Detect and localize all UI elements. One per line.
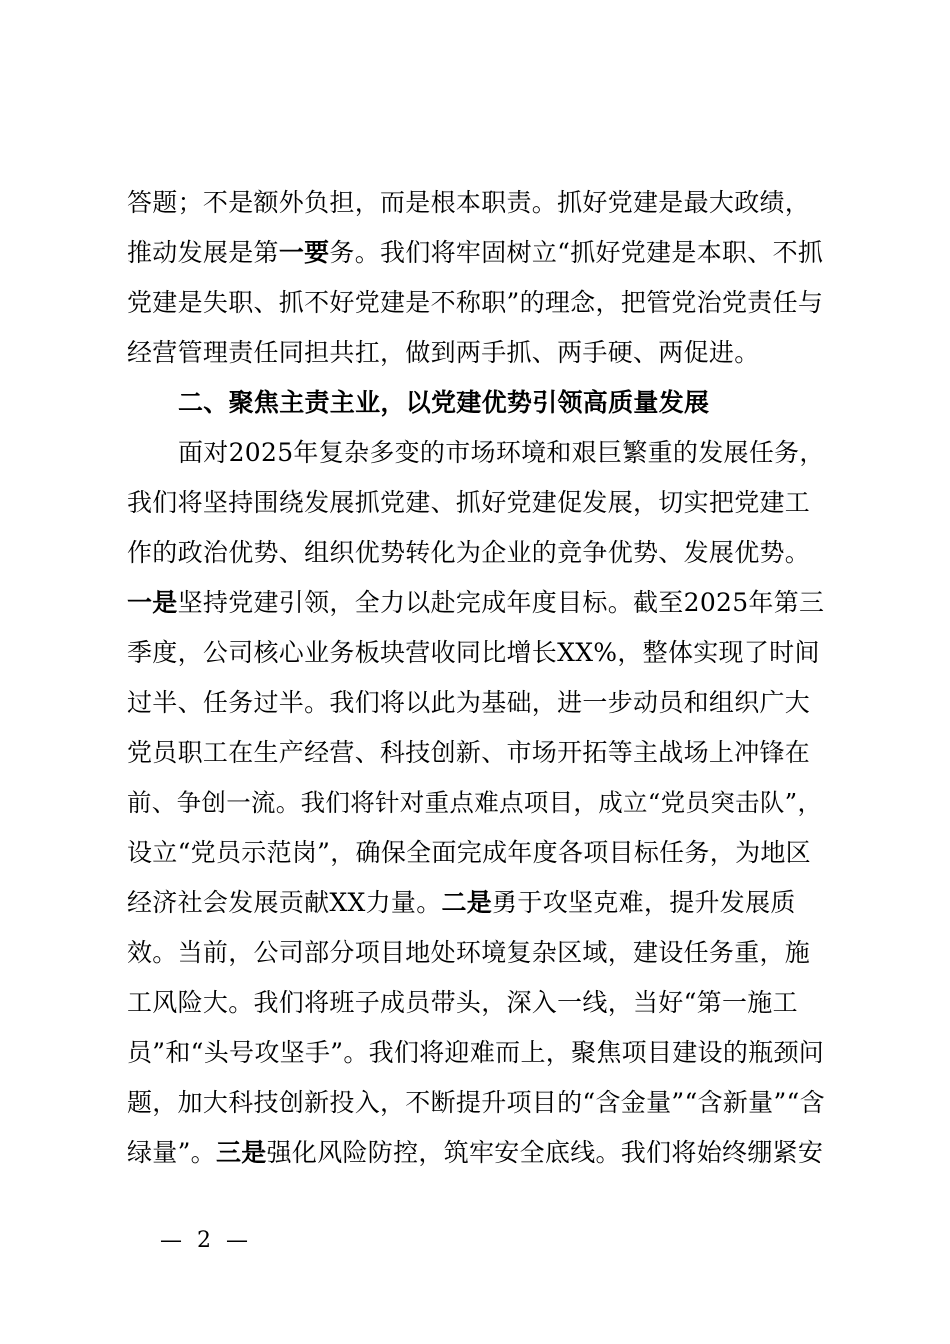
body-line-10: 季度，公司核心业务板块营收同比增长XX%，整体实现了时间 [127,638,820,667]
body-line-1: 答题；不是额外负担，而是根本职责。抓好党建是最大政绩， [127,188,811,217]
bold-emphasis: 一要 [278,238,330,267]
body-line-15: 经济社会发展贡献XX力量。二是勇于攻坚克难，提升发展质 [127,888,796,917]
body-line-16: 效。当前，公司部分项目地处环境复杂区域，建设任务重，施 [127,938,811,967]
body-line-17: 工风险大。我们将班子成员带头，深入一线，当好“第一施工 [127,988,798,1017]
body-line-14: 设立“党员示范岗”，确保全面完成年度各项目标任务，为地区 [127,838,811,867]
body-line-20: 绿量”。三是强化风险防控，筑牢安全底线。我们将始终绷紧安 [127,1138,824,1167]
body-line-18: 员”和“头号攻坚手”。我们将迎难而上，聚焦项目建设的瓶颈问 [127,1038,825,1067]
section-heading: 二、聚焦主责主业，以党建优势引领高质量发展 [178,388,710,417]
body-line-4: 经营管理责任同担共扛，做到两手抓、两手硬、两促进。 [127,338,760,367]
body-line-7: 我们将坚持围绕发展抓党建、抓好党建促发展，切实把党建工 [127,488,811,517]
body-line-9: 一是坚持党建引领，全力以赴完成年度目标。截至2025年第三 [127,588,825,617]
point-two-label: 二是 [441,888,493,917]
point-one-label: 一是 [127,588,178,617]
body-line-2: 推动发展是第一要务。我们将牢固树立“抓好党建是本职、不抓 [127,238,824,267]
body-line-3: 党建是失职、抓不好党建是不称职”的理念，把管党治党责任与 [127,288,824,317]
body-line-12: 党员职工在生产经营、科技创新、市场开拓等主战场上冲锋在 [127,738,811,767]
body-line-11: 过半、任务过半。我们将以此为基础，进一步动员和组织广大 [127,688,811,717]
page-number: — 2 — [160,1228,252,1253]
body-line-13: 前、争创一流。我们将针对重点难点项目，成立“党员突击队”， [127,788,823,817]
body-line-19: 题，加大科技创新投入，不断提升项目的“含金量”“含新量”“含 [127,1088,825,1117]
body-line-6: 面对2025年复杂多变的市场环境和艰巨繁重的发展任务， [178,438,825,467]
point-three-label: 三是 [215,1138,267,1167]
body-line-8: 作的政治优势、组织优势转化为企业的竞争优势、发展优势。 [127,538,811,567]
